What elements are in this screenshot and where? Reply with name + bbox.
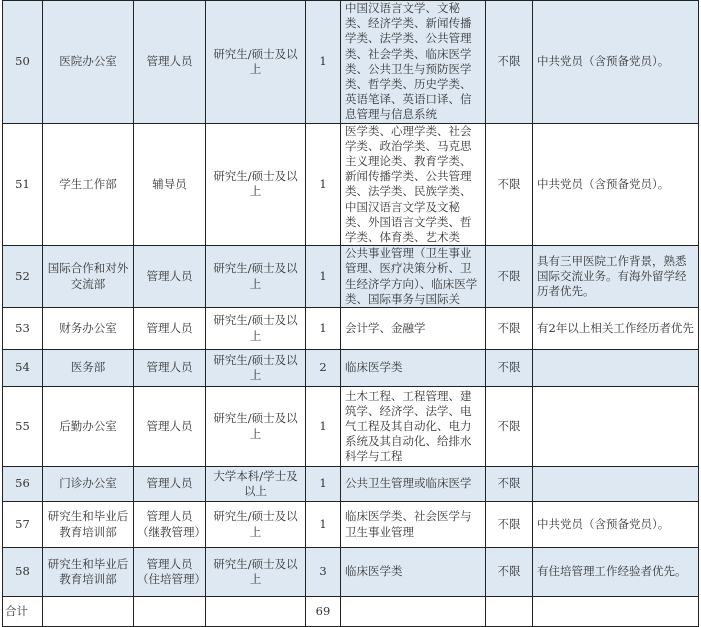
table-row [3, 548, 699, 597]
row-number-cell: 53 [3, 308, 43, 350]
empty-cell [43, 597, 134, 627]
requirements-cell [533, 467, 699, 502]
total-row [3, 597, 699, 627]
table-row [3, 387, 699, 467]
table-row [3, 123, 699, 246]
age-limit-cell: 不限 [486, 246, 533, 308]
row-number-cell: 55 [3, 387, 43, 467]
education-cell: 研究生/硕士及以上 [206, 502, 306, 548]
education-cell: 研究生/硕士及以上 [206, 246, 306, 308]
requirements-cell [533, 350, 699, 387]
requirements-cell: 有住培管理工作经验者优先。 [533, 548, 699, 597]
headcount-cell: 1 [306, 246, 341, 308]
education-cell: 大学本科/学士及以上 [206, 467, 306, 502]
row-number-cell: 57 [3, 502, 43, 548]
age-limit-cell: 不限 [486, 308, 533, 350]
headcount-cell: 3 [306, 548, 341, 597]
department-cell: 后勤办公室 [43, 387, 134, 467]
department-cell: 医务部 [43, 350, 134, 387]
education-cell: 研究生/硕士及以上 [206, 548, 306, 597]
requirements-cell: 中共党员（含预备党员）。 [533, 123, 699, 246]
total-label: 合计 [3, 597, 43, 627]
major-cell: 公共事业管理（卫生事业管理、医疗决策分析、卫生经济学方向）、临床医学类、国际事务与国际关 [341, 246, 486, 308]
major-cell: 医学类、心理学类、社会学类、政治学类、马克思主义理论类、教育学类、新闻传播学类、公共管理类、法学类、民族学类、中国汉语言文学及文秘类、外国语言文学类、哲学类、体育类、艺术类 [341, 123, 486, 246]
age-limit-cell: 不限 [486, 467, 533, 502]
table-row [3, 467, 699, 502]
table-row [3, 246, 699, 308]
requirements-cell: 中共党员（含预备党员）。 [533, 502, 699, 548]
department-cell: 研究生和毕业后教育培训部 [43, 548, 134, 597]
headcount-cell: 1 [306, 123, 341, 246]
major-cell: 临床医学类 [341, 548, 486, 597]
major-cell: 中国汉语言文学、文秘类、经济学类、新闻传播学类、法学类、公共管理类、社会学类、临床医学类、公共卫生与预防医学类、哲学类、历史学类、英语笔译、英语口译、信息管理与信息系统 [341, 1, 486, 124]
row-number-cell: 56 [3, 467, 43, 502]
headcount-cell: 2 [306, 350, 341, 387]
empty-cell [533, 597, 699, 627]
age-limit-cell: 不限 [486, 502, 533, 548]
age-limit-cell: 不限 [486, 1, 533, 124]
headcount-cell: 1 [306, 1, 341, 124]
position-cell: 管理人员 [134, 350, 206, 387]
position-cell: 辅导员 [134, 123, 206, 246]
position-cell: 管理人员 [134, 387, 206, 467]
headcount-cell: 1 [306, 467, 341, 502]
position-cell: 管理人员 [134, 246, 206, 308]
major-cell: 会计学、金融学 [341, 308, 486, 350]
recruitment-table [2, 0, 699, 627]
requirements-cell: 中共党员（含预备党员）。 [533, 1, 699, 124]
headcount-cell: 1 [306, 308, 341, 350]
row-number-cell: 51 [3, 123, 43, 246]
department-cell: 财务办公室 [43, 308, 134, 350]
requirements-cell [533, 387, 699, 467]
row-number-cell: 54 [3, 350, 43, 387]
age-limit-cell: 不限 [486, 548, 533, 597]
education-cell: 研究生/硕士及以上 [206, 123, 306, 246]
position-cell: 管理人员 [134, 467, 206, 502]
age-limit-cell: 不限 [486, 387, 533, 467]
major-cell: 临床医学类、社会医学与卫生事业管理 [341, 502, 486, 548]
requirements-cell: 有2年以上相关工作经历者优先 [533, 308, 699, 350]
position-cell: 管理人员（住培管理） [134, 548, 206, 597]
total-count: 69 [306, 597, 341, 627]
department-cell: 研究生和毕业后教育培训部 [43, 502, 134, 548]
requirements-cell: 具有三甲医院工作背景，熟悉国际交流业务。有海外留学经历者优先。 [533, 246, 699, 308]
department-cell: 学生工作部 [43, 123, 134, 246]
department-cell: 门诊办公室 [43, 467, 134, 502]
major-cell: 公共卫生管理或临床医学 [341, 467, 486, 502]
position-cell: 管理人员 [134, 1, 206, 124]
department-cell: 国际合作和对外交流部 [43, 246, 134, 308]
major-cell: 土木工程、工程管理、建筑学、经济学、法学、电气工程及其自动化、电力系统及其自动化、给排水科学与工程 [341, 387, 486, 467]
empty-cell [206, 597, 306, 627]
position-cell: 管理人员 [134, 308, 206, 350]
education-cell: 研究生/硕士及以上 [206, 350, 306, 387]
major-cell: 临床医学类 [341, 350, 486, 387]
education-cell: 研究生/硕士及以上 [206, 387, 306, 467]
table-row [3, 308, 699, 350]
education-cell: 研究生/硕士及以上 [206, 1, 306, 124]
age-limit-cell: 不限 [486, 350, 533, 387]
headcount-cell: 1 [306, 387, 341, 467]
empty-cell [134, 597, 206, 627]
row-number-cell: 52 [3, 246, 43, 308]
table-row [3, 1, 699, 124]
row-number-cell: 58 [3, 548, 43, 597]
table-row [3, 350, 699, 387]
department-cell: 医院办公室 [43, 1, 134, 124]
education-cell: 研究生/硕士及以上 [206, 308, 306, 350]
age-limit-cell: 不限 [486, 123, 533, 246]
position-cell: 管理人员（继教管理） [134, 502, 206, 548]
empty-cell [486, 597, 533, 627]
row-number-cell: 50 [3, 1, 43, 124]
headcount-cell: 1 [306, 502, 341, 548]
empty-cell [341, 597, 486, 627]
table-row [3, 502, 699, 548]
